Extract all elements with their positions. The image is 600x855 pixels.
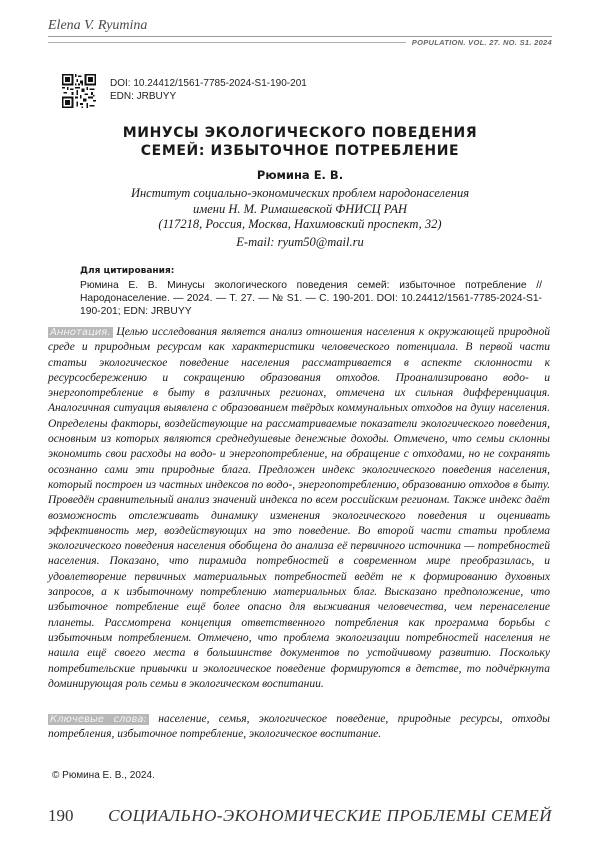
- edn-code: EDN: JRBUYY: [110, 90, 307, 103]
- identifiers-block: [110, 77, 307, 103]
- affiliation-line-2: имени Н. М. Римашевской ФНИСЦ РАН: [60, 202, 540, 218]
- citation-text: Рюмина Е. В. Минусы экологического поведения семей: избыточное потребление // Народонаселение. — 2024. — Т. 27. — № S1. — С. 190-201. DOI: 10.24412/1561-7785-2024-S1-190-201; EDN: JRBUYY: [80, 279, 542, 318]
- page-number: 190: [48, 806, 74, 826]
- abstract-text: Целью исследования является анализ отношения населения к окружающей природной среде и природным ресурсам как характеристики человеческого потенциала. В первой части статьи экологическое поведение населения рассматривается в аспекте склонности к ресурсосбережению и сокращению образования отходов. Проанализировано водо- и энергопотребление в быту в различных регионах, отмечена их сильная дифференциация. Аналогичная ситуация выявлена с образованием твёрдых коммунальных отходов на душу населения. Определены факторы, воздействующие на рассматриваемые показатели экологического поведения, основным из которых являются среднедушевые денежные доходы. Отмечено, что семьи склонны экономить свои расходы на водо- и энергопотребление, на обращение с отходами, но не сохранять осознанно сами эти природные блага. Предложен индекс экологического поведения населения, который построен из частных индексов по водо-, энергопотреблению, образованию отходов в быту. Проведён сравнительный анализ значений индекса по всем российским регионам. Также индекс даёт возможность отслеживать динамику изменения экологического поведения и оценивать эффективность мер, воздействующих на это поведение. Во второй части статьи проблема экологического поведения населения обобщена до анализа её первичного источника — потребностей населения. Показано, что пирамида потребностей в современном мире преобразилась, и удовлетворение первичных материальных потребностей ведёт не к формированию духовных запросов, а к избыточному потреблению материальных благ. Высказано предположение, что избыточное потребление ещё более опасно для выживания человечества, чем перенаселение планеты. Рассмотрена концепция ответственного потребления как программа борьбы с избыточным потреблением. Отмечено, что проблема экологизации потребностей населения не нашла ещё своего места в большинстве документов по устойчивому развитию. Поскольку потребительские привычки и экологическое поведение формируются в детстве, то подчёркнута доминирующая роль семьи в экологическом воспитании.: [48, 326, 550, 690]
- affiliation-line-3: (117218, Россия, Москва, Нахимовский проспект, 32): [60, 217, 540, 233]
- author-email[interactable]: E-mail: ryum50@mail.ru: [60, 235, 540, 250]
- affiliation-line-1: Институт социально-экономических проблем народонаселения: [60, 186, 540, 202]
- running-header-journal: POPULATION. VOL. 27. NO. S1. 2024: [412, 38, 552, 47]
- copyright-notice: © Рюмина Е. В., 2024.: [52, 770, 155, 781]
- citation-label: Для цитирования:: [80, 266, 174, 276]
- author-affiliation: [60, 186, 540, 233]
- journal-rule: [48, 42, 406, 43]
- running-header-journal-row: [48, 34, 552, 46]
- doi-link[interactable]: DOI: 10.24412/1561-7785-2024-S1-190-201: [110, 77, 307, 90]
- article-title: [60, 124, 540, 160]
- title-line-1: МИНУСЫ ЭКОЛОГИЧЕСКОГО ПОВЕДЕНИЯ: [60, 124, 540, 142]
- title-line-2: СЕМЕЙ: ИЗБЫТОЧНОЕ ПОТРЕБЛЕНИЕ: [60, 142, 540, 160]
- keywords: [48, 712, 550, 743]
- abstract: [48, 325, 550, 692]
- page-footer: [48, 806, 552, 828]
- article-author: Рюмина Е. В.: [60, 168, 540, 182]
- keywords-text: население, семья, экологическое поведение, природные ресурсы, отходы потребления, избыточное потребление, экологическое воспитание.: [48, 713, 550, 740]
- qr-code-icon[interactable]: [62, 74, 96, 108]
- running-header-author: Elena V. Ryumina: [48, 18, 147, 34]
- abstract-label: Аннотация.: [48, 327, 113, 338]
- keywords-label: Ключевые слова:: [48, 714, 149, 725]
- section-title: СОЦИАЛЬНО-ЭКОНОМИЧЕСКИЕ ПРОБЛЕМЫ СЕМЕЙ: [108, 806, 552, 826]
